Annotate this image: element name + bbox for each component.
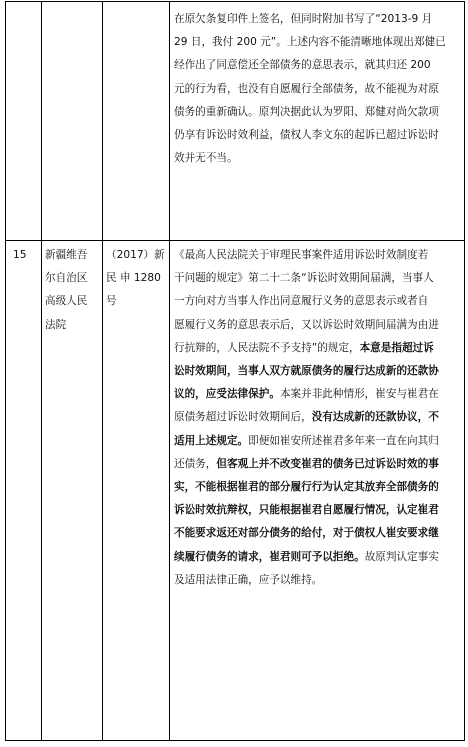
text-segment: 愿履行义务的意思表示后，又以诉讼时效期间届满为由进 xyxy=(174,318,439,331)
text-line xyxy=(174,522,458,545)
text-line xyxy=(174,406,458,429)
text-line xyxy=(174,314,458,337)
court-line: 新疆维吾 xyxy=(45,249,88,261)
bold-text-segment: 续履行债务的请求，崔君则可予以拒绝。 xyxy=(174,550,365,563)
text-line xyxy=(174,290,458,313)
text-segment: 原债务超过诉讼时效期间后， xyxy=(174,411,312,424)
text-line: 效并无不当。 xyxy=(174,152,238,165)
text-line: 29 日，我付 200 元”。上述内容不能清晰地体现出郑健已 xyxy=(174,36,446,49)
col-divider-no xyxy=(41,1,42,741)
bold-text-segment: 诉讼时效抗辩权，只能根据崔君自愿履行情况，认定崔君 xyxy=(174,504,439,517)
bold-text-segment: 不能要求返还对部分债务的给付，对于债权人崔安要求继 xyxy=(174,527,439,540)
prev-row-content xyxy=(174,8,458,170)
case-line: （2017）新 xyxy=(106,249,165,261)
bold-text-segment: 实，不能根据崔君的部分履行行为认定其放弃全部债务的 xyxy=(174,481,439,494)
text-segment: 《最高人民法院关于审理民事案件适用诉讼时效制度若 xyxy=(174,249,429,261)
text-line xyxy=(174,569,458,592)
court-line: 法院 xyxy=(45,318,67,331)
text-line xyxy=(174,383,458,406)
text-line xyxy=(174,337,458,360)
court-line: 高级人民 xyxy=(45,295,88,308)
case-line: 号 xyxy=(106,295,117,308)
text-segment: 故原判认定事实 xyxy=(364,550,439,563)
bold-text-segment: 适用上述规定。 xyxy=(174,434,249,447)
bold-text-segment: 本意是指超过诉 xyxy=(359,341,434,354)
text-line xyxy=(174,453,458,476)
text-segment: 干问题的规定》第二十二条“诉讼时效期间届满，当事人 xyxy=(174,272,434,285)
text-line xyxy=(174,476,458,499)
text-line: 债务的重新确认。原判决据此认为罗阳、郑健对尚欠款项 xyxy=(174,105,439,118)
text-line xyxy=(174,267,458,290)
text-line: 仍享有诉讼时效利益，债权人李文东的起诉已超过诉讼时 xyxy=(174,129,439,142)
col-divider-court xyxy=(102,1,103,741)
text-line: 经作出了同意偿还全部债务的意思表示，就其归还 200 xyxy=(174,59,431,72)
row-15-content xyxy=(174,244,458,592)
row-divider xyxy=(5,240,465,241)
text-line xyxy=(174,546,458,569)
row-number: 15 xyxy=(13,249,27,261)
text-line xyxy=(174,430,458,453)
text-segment: 一方向对方当事人作出同意履行义务的意思表示或者自 xyxy=(174,295,429,308)
bold-text-segment: 没有达成新的还款协议，不 xyxy=(311,411,439,424)
text-line xyxy=(174,499,458,522)
table-right-border xyxy=(464,1,465,741)
table-left-border xyxy=(5,1,6,741)
text-segment: 还债务， xyxy=(174,457,217,470)
text-line: 在原欠条复印件上签名，但同时附加书写了“2013-9 月 xyxy=(174,13,433,25)
text-segment: 即便如崔安所述崔君多年来一直在向其归 xyxy=(248,434,439,447)
text-segment: 行抗辩的，人民法院不予支持”的规定， xyxy=(174,341,360,354)
bold-text-segment: 议的，应受法律保护。 xyxy=(174,388,280,401)
court-name xyxy=(45,244,101,337)
text-segment: 及适用法律正确，应予以维持。 xyxy=(174,573,323,586)
court-line: 尔自治区 xyxy=(45,272,88,285)
text-segment: 本案并非此种情形，崔安与崔君在 xyxy=(279,388,439,401)
text-line: 元的行为看，也没有自愿履行全部债务，故不能视为对原 xyxy=(174,82,439,95)
text-line xyxy=(174,360,458,383)
bold-text-segment: 讼时效期间，当事人双方就原债务的履行达成新的还款协 xyxy=(174,365,439,378)
col-divider-case xyxy=(169,1,170,741)
case-line: 民 申 1280 xyxy=(106,272,161,285)
case-number xyxy=(106,244,166,314)
table-bottom-border xyxy=(5,740,465,741)
text-line xyxy=(174,244,458,267)
bold-text-segment: 但客观上并不改变崔君的债务已过诉讼时效的事 xyxy=(216,457,439,470)
table-top-border xyxy=(5,1,465,2)
